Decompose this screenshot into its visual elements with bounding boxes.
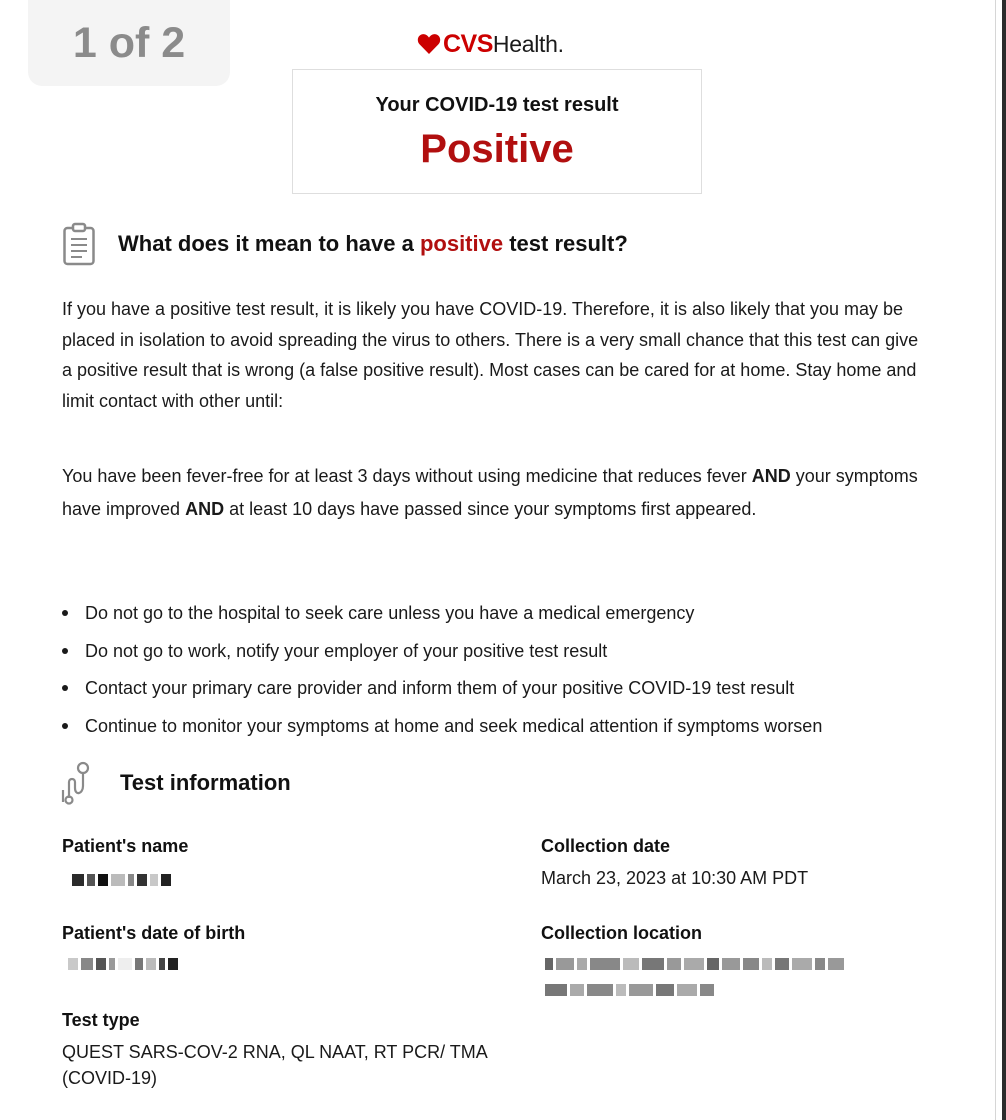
test-type-field [62, 1010, 512, 1091]
collection-location-field [541, 923, 702, 944]
list-item: Contact your primary care provider and inform them of your positive COVID-19 test result [62, 672, 822, 710]
heart-icon [417, 33, 441, 55]
window-edge [1002, 0, 1006, 1120]
collection-date-label: Collection date [541, 836, 671, 856]
meaning-section-header [62, 222, 628, 266]
result-card [292, 69, 702, 194]
clipboard-icon [62, 222, 96, 266]
positive-highlight: positive [419, 231, 504, 256]
dob-label: Patient's date of birth [62, 923, 246, 943]
collection-location-redacted [545, 958, 865, 996]
test-type-value: QUEST SARS-COV-2 RNA, QL NAAT, RT PCR/ TMA (COVID-19) [62, 1042, 487, 1088]
test-info-section-header [60, 760, 291, 806]
list-item: Continue to monitor your symptoms at home and seek medical attention if symptoms worsen [62, 710, 822, 748]
patient-name-redacted [72, 874, 202, 886]
patient-name-label: Patient's name [62, 836, 189, 856]
meaning-section-title: What does it mean to have a positive test result? [118, 231, 628, 256]
cvs-health-logo [417, 28, 564, 60]
test-type-label: Test type [62, 1010, 140, 1030]
result-value: Positive [420, 127, 574, 171]
collection-location-label: Collection location [541, 923, 703, 943]
dob-field [62, 923, 245, 944]
test-info-title: Test information [120, 770, 291, 795]
result-label: Your COVID-19 test result [375, 94, 619, 116]
isolation-criteria-paragraph: You have been fever-free for at least 3 days without using medicine that reduces fever AND your symptoms have improved AND at least 10 days have passed since your symptoms first appeared. [62, 466, 918, 519]
logo-sub: Health [492, 30, 558, 57]
page-indicator: 1 of 2 [28, 0, 230, 86]
stethoscope-icon [60, 760, 96, 806]
dob-redacted [68, 958, 238, 970]
guidance-list [62, 597, 822, 747]
patient-name-field [62, 836, 188, 857]
list-item: Do not go to the hospital to seek care unless you have a medical emergency [62, 597, 822, 635]
logo-mark: . [557, 30, 564, 57]
logo-brand: CVS [443, 29, 493, 58]
collection-date-field [541, 836, 808, 891]
meaning-paragraph: If you have a positive test result, it is likely you have COVID-19. Therefore, it is also likely that you may be placed in isolation to avoid spreading the virus to others. There is a very small chance that this test can give a positive result that is wrong (a false positive result). Most cases can be cared for at home. Stay home and limit contact with other until: [62, 299, 919, 411]
collection-date-value: March 23, 2023 at 10:30 AM PDT [541, 868, 809, 888]
page-edge-line [995, 0, 996, 1120]
list-item: Do not go to work, notify your employer of your positive test result [62, 635, 822, 673]
